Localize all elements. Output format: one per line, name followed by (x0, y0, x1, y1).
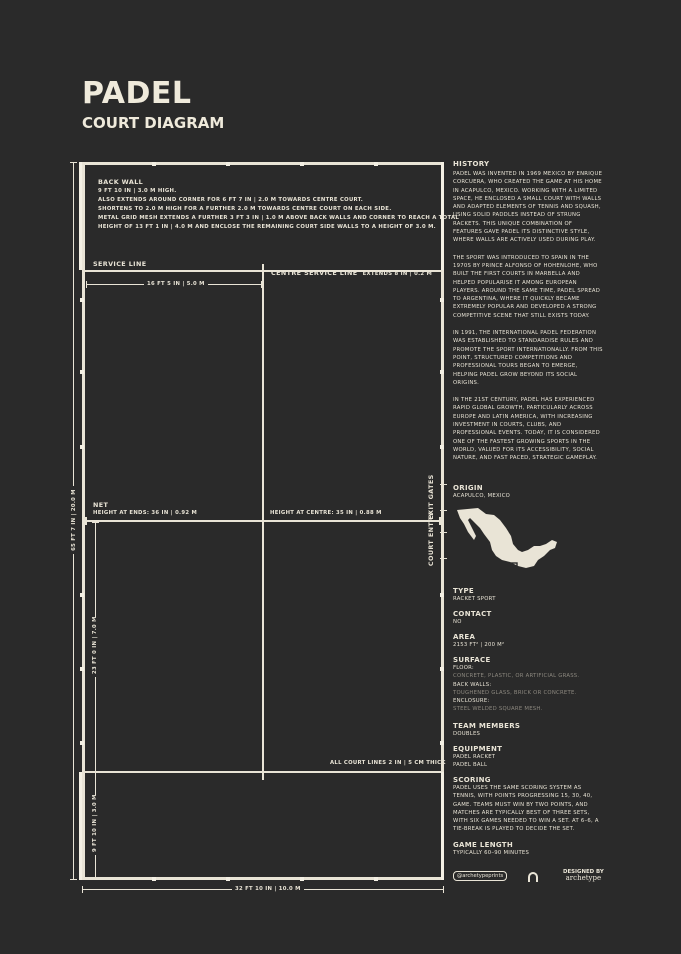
surface-enclosure: STEEL WELDED SQUARE MESH. (453, 706, 543, 713)
history-paragraph: PADEL WAS INVENTED IN 1969 MEXICO BY ENRIQUE CORCUERA, WHO CREATED THE GAME AT HIS HOME IN ACAPULCO, MEXICO. WORKING WITH A LIMITED SPACE, HE ENCLOSED A SMALL COURT WITH WALLS AND ADAPTED ELEMENTS OF TENNIS AND SQUASH, USING SOLID PADDLES INSTEAD OF STRUNG RACKETS. THIS UNIQUE COMBINATION OF FEATURES GAVE PADEL ITS DISTINCTIVE STYLE, WHERE WALLS ARE ACTIVELY USED DURING PLAY. (453, 171, 603, 244)
post (80, 667, 84, 671)
post (440, 667, 444, 671)
gate-upper (440, 510, 447, 511)
team-title: TEAM MEMBERS (453, 722, 521, 730)
post (440, 593, 444, 597)
origin-value: ACAPULCO, MEXICO (453, 493, 511, 499)
back-wall-line: ALSO EXTENDS AROUND CORNER FOR 6 FT 7 IN | 2.0 M TOWARDS CENTRE COURT. (98, 196, 364, 203)
gate-lower (440, 532, 447, 533)
scoring-section (453, 776, 603, 834)
page-subtitle: COURT DIAGRAM (82, 114, 225, 132)
designed-by (563, 869, 604, 882)
origin-section (453, 484, 603, 500)
surface-title: SURFACE (453, 656, 491, 664)
back-wall-line: 9 FT 10 IN | 3.0 M HIGH. (98, 188, 177, 194)
service-line-label: SERVICE LINE (93, 260, 147, 268)
designed-by-label: DESIGNED BY (563, 869, 604, 875)
equipment-item: PADEL BALL (453, 762, 488, 769)
half-length-label: 23 FT 0 IN | 7.0 M (92, 617, 98, 677)
history-paragraph: IN 1991, THE INTERNATIONAL PADEL FEDERATION WAS ESTABLISHED TO STANDARDISE RULES AND PROMOTE THE SPORT INTERNATIONALLY. FROM THIS POINT, STRUCTURED COMPETITIONS AND PROFESSIONAL TOURS BEGAN TO EMERGE, HELPING PADEL GROW BEYOND ITS SOCIAL ORIGINS. (453, 330, 603, 386)
post (80, 298, 84, 302)
back-length-label: 9 FT 10 IN | 3.0 M (92, 795, 98, 855)
contact-title: CONTACT (453, 610, 492, 618)
service-width-label: 16 FT 5 IN | 5.0 M (144, 281, 208, 287)
surface-enclosure-label: ENCLOSURE: (453, 698, 490, 705)
post (152, 877, 156, 881)
net-label: NET (93, 501, 109, 509)
post (440, 445, 444, 449)
dim-tick (86, 281, 87, 288)
game-length-title: GAME LENGTH (453, 841, 514, 849)
equipment-title: EQUIPMENT (453, 745, 503, 753)
surface-floor: CONCRETE, PLASTIC, OR ARTIFICIAL GRASS. (453, 673, 580, 680)
area-value: 2153 FT² | 200 M² (453, 642, 505, 648)
social-handle-badge[interactable]: @archetypeprints (453, 871, 507, 881)
post (80, 370, 84, 374)
post (226, 162, 230, 166)
post (374, 162, 378, 166)
history-paragraph: THE SPORT WAS INTRODUCED TO SPAIN IN THE 1970S BY PRINCE ALFONSO OF HOHENLOHE, WHO BUILT THE FIRST COURTS IN MARBELLA AND HELPED POPULARISE IT AMONG EUROPEAN PLAYERS. AROUND THE SAME TIME, PADEL SPREAD TO ARGENTINA, WHERE IT QUICKLY BECAME EXTREMELY POPULAR AND DEVELOPED A STRONG COMPETITIVE SCENE THAT STILL EXISTS TODAY. (453, 254, 601, 319)
post (440, 298, 444, 302)
back-wall-title: BACK WALL (98, 178, 144, 186)
equipment-item: PADEL RACKET (453, 754, 496, 760)
width-label: 32 FT 10 IN | 10.0 M (232, 886, 304, 892)
type-value: RACKET SPORT (453, 596, 496, 602)
contact-value: NO (453, 619, 462, 625)
dim-tick (443, 886, 444, 893)
post (440, 370, 444, 374)
page-title: PADEL (82, 76, 192, 111)
net-height-centre: HEIGHT AT CENTRE: 35 IN | 0.88 M (270, 510, 382, 516)
net-post-right (439, 517, 442, 525)
gate-top (440, 484, 447, 485)
net-line (85, 520, 441, 522)
dim-tick (70, 879, 77, 880)
equipment-section (453, 745, 603, 770)
dim-tick (261, 281, 262, 288)
glass-wall-top-left (79, 162, 82, 270)
exit-gates-label: EXIT GATES (427, 474, 435, 520)
brand-name: archetype (565, 874, 602, 882)
length-label: 65 FT 7 IN | 20.0 M (71, 486, 77, 554)
post (80, 593, 84, 597)
mexico-map-icon (456, 506, 560, 576)
dim-tick (82, 886, 83, 893)
history-section (453, 160, 603, 463)
area-title: AREA (453, 633, 476, 641)
area-section (453, 633, 603, 649)
centre-service-line (262, 264, 264, 780)
team-value: DOUBLES (453, 731, 481, 737)
net-post-left (84, 517, 87, 525)
centre-service-line-label (271, 260, 432, 279)
back-wall-line: HEIGHT OF 13 FT 1 IN | 4.0 M AND ENCLOSE THE REMAINING COURT SIDE WALLS TO A HEIGHT OF 3.0 M. (98, 223, 436, 230)
court-entry-label: COURT ENTRY (427, 511, 435, 567)
post (300, 162, 304, 166)
gate-bottom (440, 558, 447, 559)
glass-wall-bottom-right (441, 772, 444, 880)
surface-floor-label: FLOOR: (453, 665, 474, 671)
centre-service-extends: EXTENDS 8 IN | 0.2 M (362, 271, 433, 277)
surface-walls: TOUGHENED GLASS, BRICK OR CONCRETE. (453, 689, 577, 696)
post (226, 877, 230, 881)
dim-tick (92, 771, 99, 772)
post (152, 162, 156, 166)
contact-section (453, 610, 603, 626)
game-length-section (453, 841, 603, 857)
court-lines-note: ALL COURT LINES 2 IN | 5 CM THICK (330, 760, 446, 766)
post (300, 877, 304, 881)
post (80, 445, 84, 449)
post (374, 877, 378, 881)
glass-wall-bottom-left (79, 772, 82, 880)
team-section (453, 722, 603, 738)
dim-tick (92, 522, 99, 523)
archetype-logo-icon (527, 871, 539, 883)
back-wall-description (98, 187, 459, 232)
type-section (453, 587, 603, 603)
dim-tick (92, 877, 99, 878)
scoring-value: PADEL USES THE SAME SCORING SYSTEM AS TENNIS, WITH POINTS PROGRESSING 15, 30, 40, GAME. TEAMS MUST WIN BY TWO POINTS, AND MATCHES ARE TYPICALLY BEST OF THREE SETS, WITH SIX GAMES NEEDED TO WIN A SET. AT 6–6, A TIE-BREAK IS PLAYED TO DECIDE THE SET. (453, 785, 599, 833)
origin-title: ORIGIN (453, 484, 483, 492)
post (80, 741, 84, 745)
dim-tick (70, 162, 77, 163)
history-paragraph: IN THE 21ST CENTURY, PADEL HAS EXPERIENCED RAPID GLOBAL GROWTH, PARTICULARLY ACROSS EUROPE AND LATIN AMERICA, WITH INCREASING INVESTMENT IN COURTS, CLUBS, AND PROFESSIONAL EVENTS. TODAY, IT IS CONSIDERED ONE OF THE FASTEST GROWING SPORTS IN THE WORLD, VALUED FOR ITS ACCESSIBILITY, SOCIAL NATURE, AND FAST PACED, STRATEGIC GAMEPLAY. (453, 397, 600, 462)
scoring-title: SCORING (453, 776, 491, 784)
type-title: TYPE (453, 587, 474, 595)
centre-service-line-title: CENTRE SERVICE LINE (271, 269, 358, 277)
game-length-value: TYPICALLY 60–90 MINUTES (453, 850, 530, 856)
surface-walls-label: BACK WALLS: (453, 681, 492, 688)
net-height-ends: HEIGHT AT ENDS: 36 IN | 0.92 M (93, 510, 198, 516)
surface-section (453, 656, 603, 714)
back-wall-line: METAL GRID MESH EXTENDS A FURTHER 3 FT 3 IN | 1.0 M ABOVE BACK WALLS AND CORNER TO REACH A TOTAL (98, 214, 460, 221)
back-wall-line: SHORTENS TO 2.0 M HIGH FOR A FURTHER 2.0 M TOWARDS CENTRE COURT ON EACH SIDE. (98, 205, 392, 212)
post (440, 741, 444, 745)
history-title: HISTORY (453, 160, 490, 168)
